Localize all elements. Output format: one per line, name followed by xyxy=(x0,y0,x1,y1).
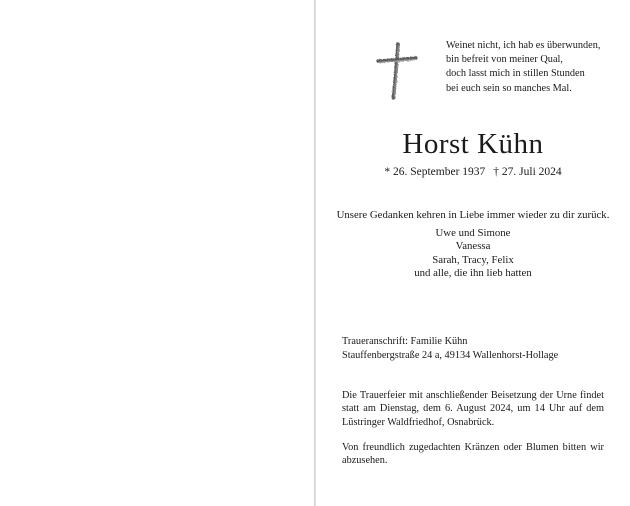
family-member: Sarah, Tracy, Felix xyxy=(432,253,514,266)
poem-line: Weinet nicht, ich hab es überwunden, xyxy=(446,40,601,51)
address-line-street: Stauffenbergstraße 24 a, 49134 Wallenhorst-Hollage xyxy=(342,350,559,361)
family-member: Uwe und Simone xyxy=(435,227,511,239)
life-dates xyxy=(316,165,630,179)
memory-line: Unsere Gedanken kehren in Liebe immer wieder zu dir zurück. xyxy=(336,209,610,221)
poem xyxy=(446,39,626,96)
mourning-address xyxy=(342,335,558,363)
cross-icon xyxy=(374,40,420,102)
ceremony-notice: Die Trauerfeier mit anschließender Beisetzung der Urne findet statt am Dienstag, dem 6. August 2024, um 14 Uhr auf dem Lüstringer Waldfriedhof, Osnabrück. xyxy=(342,390,604,428)
poem-line: bin befreit von meiner Qual, xyxy=(446,54,563,66)
deceased-name: Horst Kühn xyxy=(402,128,544,160)
flowers-request: Von freundlich zugedachten Kränzen oder Blumen bitten wir abzusehen. xyxy=(342,442,604,467)
poem-line: bei euch sein so manches Mal. xyxy=(446,82,572,94)
address-line-name: Traueranschrift: Familie Kühn xyxy=(342,336,468,347)
family-member: Vanessa xyxy=(455,240,491,253)
birth-date: * 26. September 1937 xyxy=(384,166,486,178)
family-member: und alle, die ihn lieb hatten xyxy=(414,267,532,280)
left-blank-page xyxy=(0,0,314,506)
poem-line: doch lasst mich in stillen Stunden xyxy=(446,68,585,80)
family-list xyxy=(316,227,630,281)
death-date: † 27. Juli 2024 xyxy=(493,166,562,178)
